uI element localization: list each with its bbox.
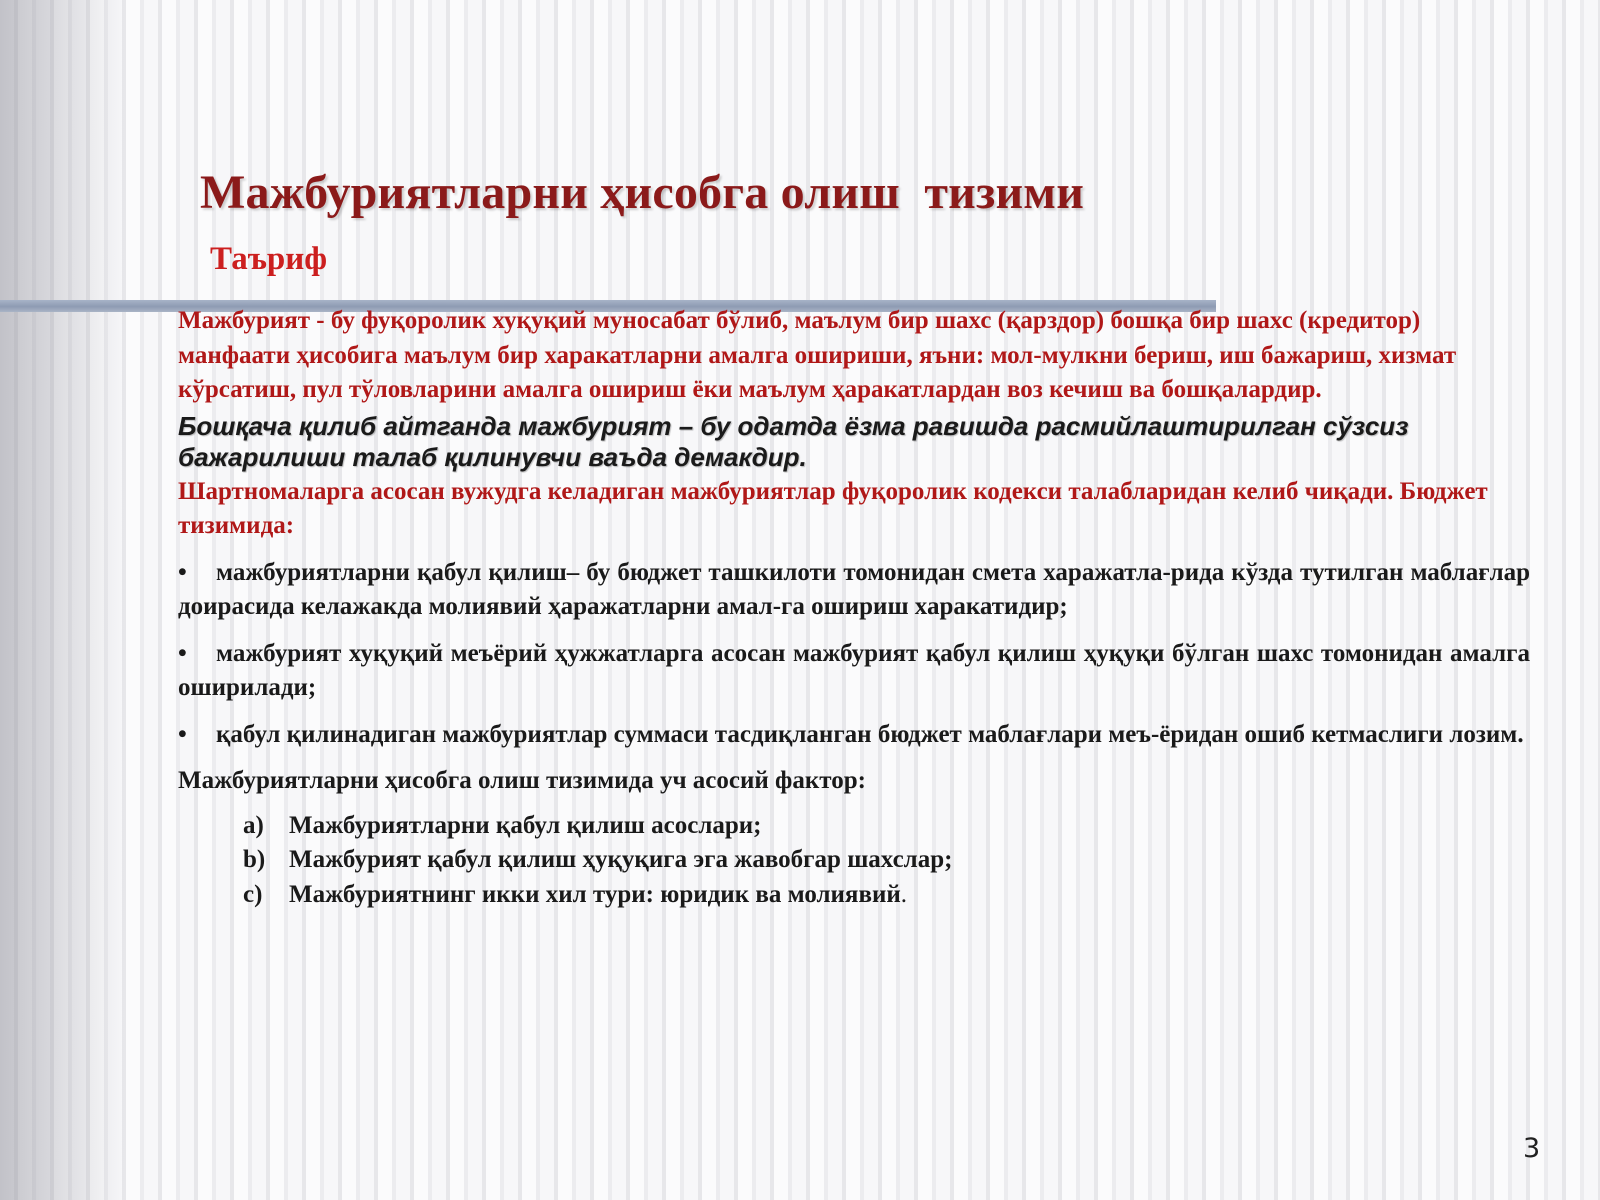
slide-body <box>178 304 1530 912</box>
definition-paragraph: Мажбурият - бу фуқоролик хуқуқий муносабат бўлиб, маълум бир шахс (қарздор) бошқа бир шахс (кредитор) манфаати ҳисобига маълум бир харакатларни амалга ошириши, яъни: мол-мулкни бериш, иш бажариш, хизмат кўрсатиш, пул тўловларини амалга ошириш ёки маълум ҳаракатлардан воз кечиш ва бошқалардир. <box>178 307 1457 403</box>
slide-subtitle: Таъриф <box>210 241 328 277</box>
bullet-item <box>178 637 1530 706</box>
factor-marker: c) <box>243 880 263 908</box>
italic-note: Бошқача қилиб айтганда мажбурият – бу одатда ёзма равишда расмийлаштирилган сўзсиз бажарилиши талаб қилинувчи ваъда демакдир. <box>178 410 1409 472</box>
factor-item <box>243 809 1530 844</box>
bullet-item <box>178 556 1530 625</box>
bullet-icon: • <box>178 558 187 586</box>
factor-text: Мажбурият қабул қилиш ҳуқуқига эга жавобгар шахслар; <box>289 846 953 873</box>
factor-marker: b) <box>243 846 266 873</box>
slide-title: Мажбуриятларни ҳисобга олиш тизими <box>200 166 1085 219</box>
factor-marker: a) <box>243 811 264 839</box>
bullet-icon: • <box>178 639 187 667</box>
factor-item <box>243 843 1530 878</box>
bullet-text: мажбурият хуқуқий меъёрий ҳужжатларга асосан мажбурият қабул қилиш ҳуқуқи бўлган шахс томонидан амалга оширилади; <box>178 639 1530 701</box>
bullet-text: мажбуриятларни қабул қилиш– бу бюджет ташкилоти томонидан смета харажатла-рида кўзда тутилган маблағлар доирасида келажакда молиявий ҳаражатларни амал-га ошириш харакатидир; <box>178 558 1530 620</box>
contracts-note: Шартномаларга асосан вужудга келадиган мажбуриятлар фуқоролик кодекси талабларидан келиб чиқади. Бюджет тизимида: <box>178 477 1488 539</box>
bullet-text: қабул қилинадиган мажбуриятлар суммаси тасдиқланган бюджет маблағлари меъ-ёридан ошиб кетмаслиги лозим. <box>216 720 1524 748</box>
factors-intro: Мажбуриятларни ҳисобга олиш тизимида уч асосий фактор: <box>178 767 866 794</box>
bullet-item <box>178 718 1530 753</box>
factor-text: Мажбуриятларни қабул қилиш асослари; <box>289 811 762 839</box>
factor-text: Мажбуриятнинг икки хил тури: юридик ва молиявий <box>289 880 901 908</box>
factor-trailing-period: . <box>900 880 908 908</box>
page-number: 3 <box>1523 1133 1541 1164</box>
bullet-icon: • <box>178 720 187 748</box>
factors-list <box>243 809 1530 913</box>
factor-item <box>243 878 1530 913</box>
